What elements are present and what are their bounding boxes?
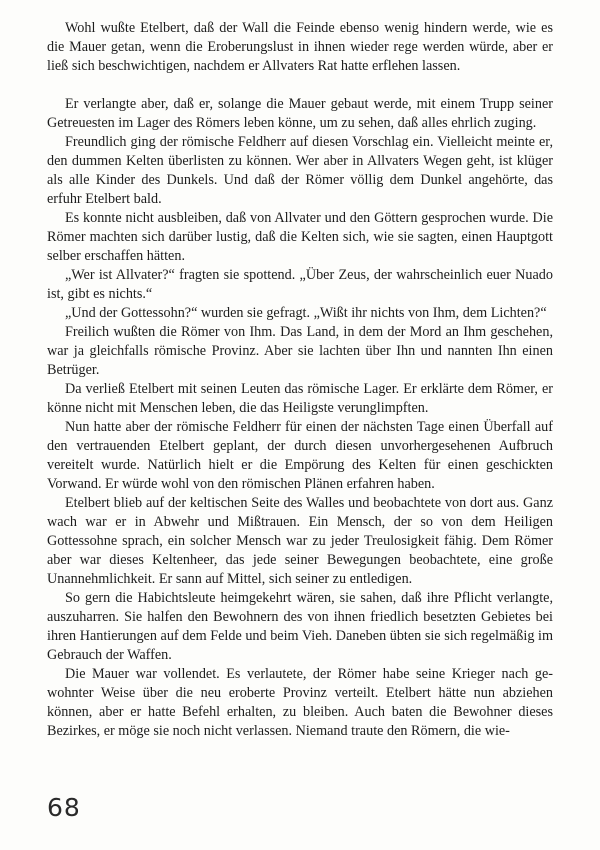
paragraph: Die Mauer war vollendet. Es verlautete, der Römer habe seine Krieger nach gewohnter Weise über die neu eroberte Provinz verteilt. Etelbert hätte nun abziehen können, aber er hatte Befehl erhalten, zu bleiben. Auch baten die Bewohner dieses Bezirkes, er möge sie noch nicht verlassen. Niemand traute den Römern, die wie- <box>47 666 553 739</box>
paragraph: Nun hatte aber der römische Feldherr für einen der nächsten Tage einen Überfall auf den vertrauenden Etelbert geplant, der durch diesen unvorhergesehenen Aufbruch vereitelt wurde. Natürlich hielt er die Empörung des Kelten für einen geschickten Vorwand. Er würde wohl von den römischen Plänen erfahren haben. <box>47 419 553 492</box>
paragraph: So gern die Habichtsleute heimgekehrt wären, sie sahen, daß ihre Pflicht verlangte, auszuharren. Sie halfen den Bewohnern des von ihnen friedlich besetzten Gebietes bei ihren Hantierungen auf dem Felde und beim Vieh. Daneben übten sie sich regelmäßig im Gebrauch der Waffen. <box>47 590 553 663</box>
body-text <box>47 19 553 741</box>
paragraph: „Wer ist Allvater?“ fragten sie spottend. „Über Zeus, der wahrscheinlich euer Nuado ist, gibt es nichts.“ <box>47 267 553 302</box>
paragraph: Da verließ Etelbert mit seinen Leuten das römische Lager. Er erklärte dem Römer, er könne nicht mit Menschen leben, die das Heiligste verunglimpften. <box>47 381 553 416</box>
paragraph: „Und der Gottessohn?“ wurden sie gefragt. „Wißt ihr nichts von Ihm, dem Lichten?“ <box>65 305 547 321</box>
page-number: 68 <box>47 793 81 822</box>
paragraph: Es konnte nicht ausbleiben, daß von Allvater und den Göttern gesprochen wurde. Die Römer machten sich darüber lustig, daß die Kelten sich, wie sie sagten, einen Hauptgott selber erschaffen hätten. <box>47 210 553 264</box>
paragraph: Freundlich ging der römische Feldherr auf diesen Vorschlag ein. Vielleicht meinte er, den dummen Kelten überlisten zu können. Wer aber in Allvaters Wegen geht, ist klüger als alle Kinder des Dunkels. Und daß der Römer völlig dem Dunkel angehörte, das erfuhr Etelbert bald. <box>47 134 553 207</box>
paragraph: Er verlangte aber, daß er, solange die Mauer gebaut werde, mit einem Trupp seiner Getreuesten im Lager des Römers leben könne, um zu sehen, daß alles ehrlich zuging. <box>47 96 553 131</box>
paragraph: Freilich wußten die Römer von Ihm. Das Land, in dem der Mord an Ihm geschehen, war ja gleichfalls römische Provinz. Aber sie lachten über Ihn und nannten Ihn einen Betrüger. <box>47 324 553 378</box>
paragraph: Wohl wußte Etelbert, daß der Wall die Feinde ebenso wenig hindern werde, wie es die Mauer getan, wenn die Eroberungslust in ihnen wieder rege werden würde, aber er ließ sich beschwichtigen, nachdem er Allvaters Rat hatte erflehen lassen. <box>47 20 553 74</box>
paragraph: Etelbert blieb auf der keltischen Seite des Walles und beobachtete von dort aus. Ganz wach war er in Abwehr und Mißtrauen. Ein Mensch, der so von dem Heiligen Gottessohne sprach, ein solcher Mensch war zu jeder Treulosigkeit fähig. Dem Römer aber war dieses Keltenheer, das jede seiner Bewegungen beobachtete, eine große Unannehmlichkeit. Er sann auf Mittel, sich seiner zu entledigen. <box>47 495 553 587</box>
